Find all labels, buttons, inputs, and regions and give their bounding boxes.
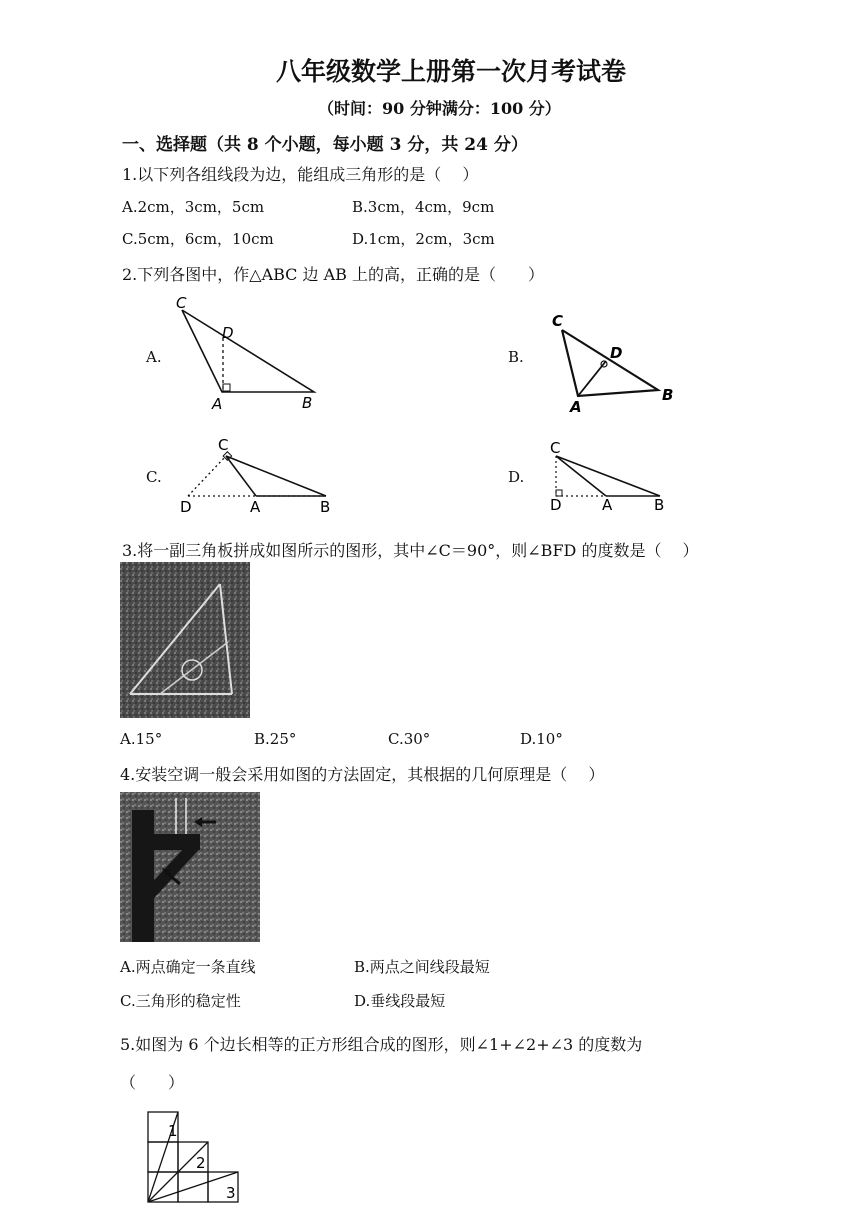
exam-subtitle: （时间：90 分钟满分：100 分） xyxy=(318,99,561,118)
question-2: 2.下列各图中，作△ABC 边 AB 上的高，正确的是（ ） xyxy=(122,265,544,284)
q2-figure-label-a: A. xyxy=(146,348,162,366)
question-3: 3.将一副三角板拼成如图所示的图形，其中∠C＝90°，则∠BFD 的度数是（ ） xyxy=(122,541,699,560)
section-heading: 一、选择题（共 8 个小题，每小题 3 分，共 24 分） xyxy=(122,135,528,155)
exam-title: 八年级数学上册第一次月考试卷 xyxy=(276,57,627,86)
fig-c-label-a: A xyxy=(250,498,261,516)
fig-a-label-c: C xyxy=(176,296,187,312)
q3-option-b: B.25° xyxy=(254,730,297,748)
fig-b-label-a: A xyxy=(570,398,582,416)
fig-d-label-a: A xyxy=(602,496,613,514)
fig-b-label-d: D xyxy=(610,344,623,362)
q5-angle-1: 1 xyxy=(168,1122,178,1140)
q1-option-c: C.5cm，6cm，10cm xyxy=(122,230,274,248)
fig-b-label-b: B xyxy=(662,386,674,404)
q1-option-b: B.3cm，4cm，9cm xyxy=(352,198,495,216)
fig-d-label-b: B xyxy=(654,496,665,514)
fig-a-label-d: D xyxy=(222,324,234,342)
fig-a-label-a: A xyxy=(212,395,223,413)
question-5-bracket: （ ） xyxy=(120,1073,185,1092)
fig-d-label-c: C xyxy=(550,440,561,457)
question-1: 1.以下列各组线段为边，能组成三角形的是（ ） xyxy=(122,165,479,184)
question-5: 5.如图为 6 个边长相等的正方形组合成的图形，则∠1+∠2+∠3 的度数为 xyxy=(120,1035,643,1054)
q2-figure-b xyxy=(548,306,688,416)
q4-option-b: B.两点之间线段最短 xyxy=(354,958,490,976)
question-4: 4.安装空调一般会采用如图的方法固定，其根据的几何原理是（ ） xyxy=(120,765,605,784)
q3-option-d: D.10° xyxy=(520,730,563,748)
q4-option-a: A.两点确定一条直线 xyxy=(120,958,256,976)
q5-angle-3: 3 xyxy=(226,1184,236,1202)
q5-squares-figure xyxy=(146,1108,242,1224)
q5-angle-2: 2 xyxy=(196,1154,206,1172)
q3-option-a: A.15° xyxy=(120,730,163,748)
q2-figure-a xyxy=(170,296,330,416)
fig-d-label-d: D xyxy=(550,496,562,514)
fig-c-label-c: C xyxy=(218,436,229,454)
q1-option-d: D.1cm，2cm，3cm xyxy=(352,230,495,248)
fig-b-label-c: C xyxy=(552,312,564,330)
q2-figure-d xyxy=(546,440,676,516)
q4-aircon-bracket-photo xyxy=(120,792,260,942)
q3-option-c: C.30° xyxy=(388,730,431,748)
q1-option-a: A.2cm，3cm，5cm xyxy=(122,198,265,216)
q2-figure-c xyxy=(176,436,346,516)
fig-a-label-b: B xyxy=(302,394,313,412)
q4-option-c: C.三角形的稳定性 xyxy=(120,992,241,1010)
q2-figure-label-c: C. xyxy=(146,468,162,486)
q2-figure-label-b: B. xyxy=(508,348,524,366)
fig-c-label-b: B xyxy=(320,498,331,516)
q4-option-d: D.垂线段最短 xyxy=(354,992,446,1010)
q2-figure-label-d: D. xyxy=(508,468,525,486)
fig-c-label-d: D xyxy=(180,498,192,516)
q3-triangle-photo xyxy=(120,562,250,718)
